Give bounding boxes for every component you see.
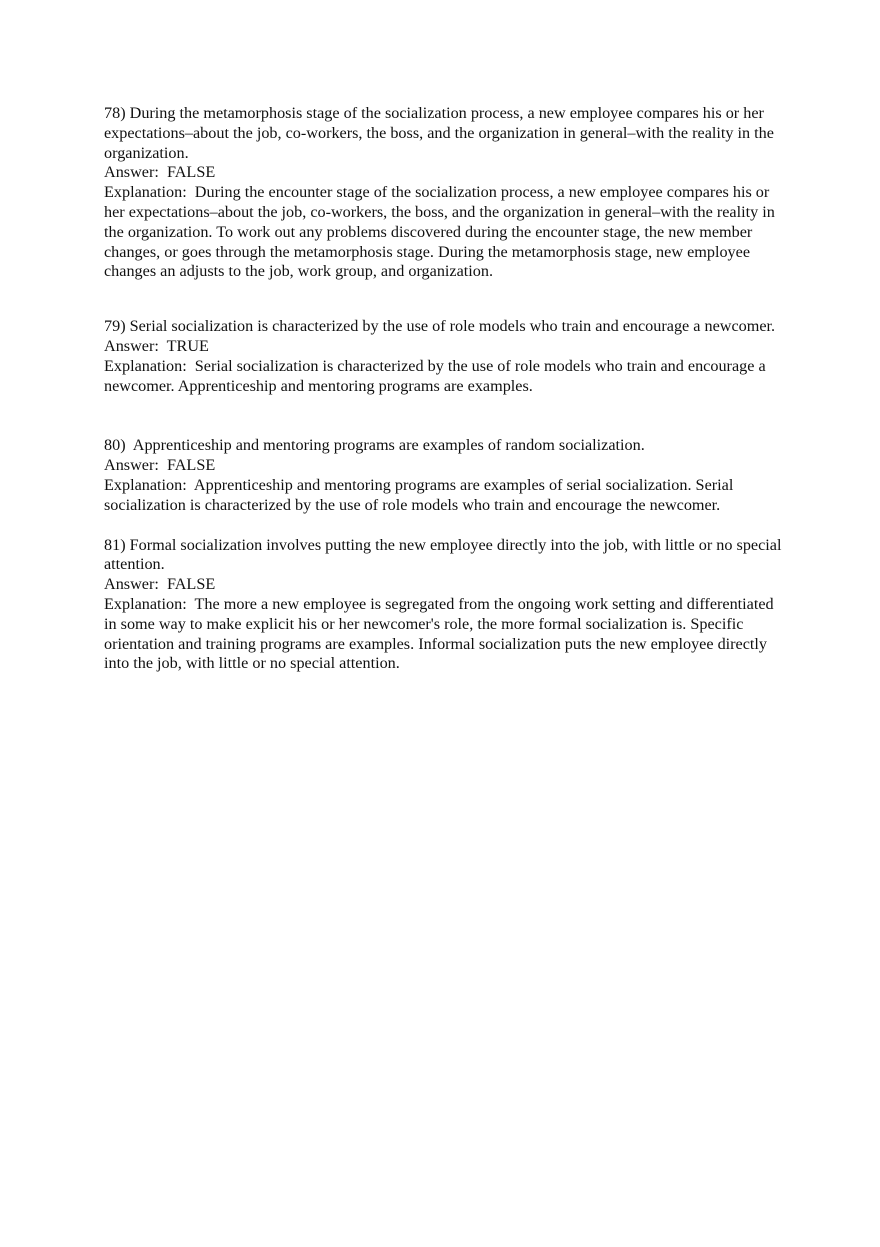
question-answer: Answer: FALSE: [104, 456, 216, 475]
document-page: [104, 104, 784, 674]
question-explanation: Explanation: Apprenticeship and mentoring programs are examples of serial socialization. Serial socialization is characterized by the use of role models who train and encourage the newcomer.: [104, 475, 738, 514]
question-78: [104, 104, 784, 282]
question-explanation: Explanation: During the encounter stage of the socialization process, a new employee compares his or her expectations–about the job, co-workers, the boss, and the organization in general–with the reality in the organization. To work out any problems discovered during the encounter stage, the new member changes, or goes through the metamorphosis stage. During the metamorphosis stage, new employee changes an adjusts to the job, work group, and organization.: [104, 183, 779, 281]
question-explanation: Explanation: Serial socialization is characterized by the use of role models who train and encourage a newcomer. Apprenticeship and mentoring programs are examples.: [104, 356, 770, 395]
question-stem: 79) Serial socialization is characterized by the use of role models who train and encourage a newcomer.: [104, 317, 776, 336]
question-answer: Answer: TRUE: [104, 336, 209, 355]
question-stem: 80) Apprenticeship and mentoring programs are examples of random socialization.: [104, 436, 645, 455]
question-79: [104, 317, 784, 396]
question-80: [104, 436, 784, 515]
question-stem: 81) Formal socialization involves putting the new employee directly into the job, with little or no special attention.: [104, 535, 786, 574]
question-answer: Answer: FALSE: [104, 575, 216, 594]
question-answer: Answer: FALSE: [104, 163, 216, 182]
question-stem: 78) During the metamorphosis stage of the socialization process, a new employee compares his or her expectations–about the job, co-workers, the boss, and the organization in general–with the reality in the organization.: [104, 104, 778, 162]
question-explanation: Explanation: The more a new employee is segregated from the ongoing work setting and differentiated in some way to make explicit his or her newcomer's role, the more formal socialization is. Specific orientation and training programs are examples. Informal socialization puts the new employee directly into the job, with little or no special attention.: [104, 594, 778, 673]
question-81: [104, 536, 784, 675]
